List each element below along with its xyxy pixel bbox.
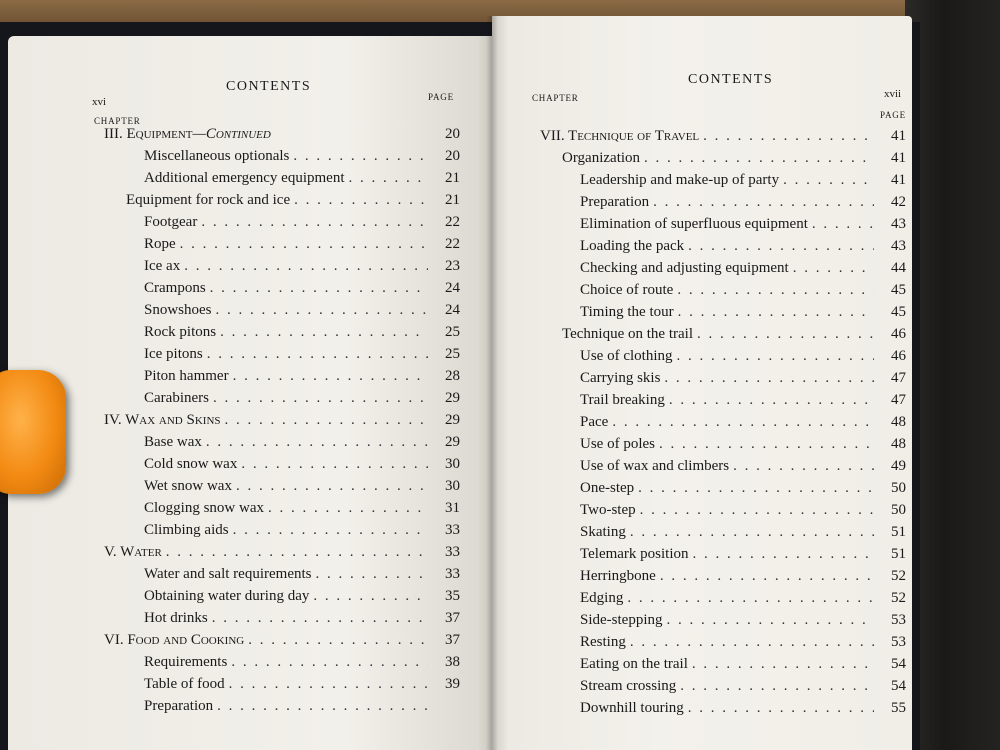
toc-entry-label: IV. Wax and Skins <box>104 412 221 428</box>
right-folio: xvii <box>884 88 902 100</box>
dot-leader <box>217 698 428 715</box>
toc-entry-label: Obtaining water during day <box>144 588 310 604</box>
toc-entry <box>540 546 906 568</box>
dot-leader <box>688 700 874 717</box>
dot-leader <box>293 148 428 165</box>
dot-leader <box>233 522 428 539</box>
toc-page-number: 37 <box>445 610 460 626</box>
dot-leader <box>677 282 874 299</box>
toc-page-number: 30 <box>445 456 460 472</box>
toc-page-number: 41 <box>891 150 906 166</box>
toc-entry-label: Snowshoes <box>144 302 212 318</box>
toc-entry <box>540 370 906 392</box>
dot-leader <box>268 500 428 517</box>
dot-leader <box>703 128 874 145</box>
toc-entry-label: Cold snow wax <box>144 456 238 472</box>
dot-leader <box>676 348 874 365</box>
toc-page-number: 49 <box>891 458 906 474</box>
dot-leader <box>349 170 428 187</box>
toc-page-number: 46 <box>891 326 906 342</box>
toc-entry-label: Elimination of superfluous equipment <box>580 216 808 232</box>
toc-page-number: 33 <box>445 566 460 582</box>
toc-entry <box>540 634 906 656</box>
toc-entry-label: Hot drinks <box>144 610 208 626</box>
toc-entry <box>540 612 906 634</box>
toc-entry <box>540 458 906 480</box>
toc-page-number: 52 <box>891 590 906 606</box>
toc-page-number: 50 <box>891 502 906 518</box>
toc-entry-label: One-step <box>580 480 635 496</box>
dot-leader <box>207 346 428 363</box>
toc-page-number: 22 <box>445 236 460 252</box>
book-gutter <box>486 16 498 750</box>
orange-clip <box>0 370 66 494</box>
toc-entry <box>540 524 906 546</box>
dot-leader <box>793 260 874 277</box>
toc-entry-label: Two-step <box>580 502 636 518</box>
toc-entry <box>104 566 460 588</box>
dot-leader <box>678 304 874 321</box>
toc-page-number: 43 <box>891 238 906 254</box>
toc-entry-label: Carabiners <box>144 390 209 406</box>
toc-entry <box>104 390 460 412</box>
toc-page-number: 45 <box>891 304 906 320</box>
toc-entry-label: VI. Food and Cooking <box>104 632 245 648</box>
toc-entry-label: Additional emergency equipment <box>144 170 345 186</box>
toc-entry-label: Side-stepping <box>580 612 663 628</box>
toc-page-number: 38 <box>445 654 460 670</box>
toc-page-number: 28 <box>445 368 460 384</box>
toc-page-number: 33 <box>445 522 460 538</box>
toc-entry <box>540 590 906 612</box>
dot-leader <box>210 280 428 297</box>
toc-entry <box>540 700 906 722</box>
toc-entry-label: Base wax <box>144 434 202 450</box>
dot-leader <box>638 480 874 497</box>
right-toc-list <box>540 128 906 722</box>
toc-entry <box>104 368 460 390</box>
toc-page-number: 29 <box>445 434 460 450</box>
toc-entry-label: Climbing aids <box>144 522 229 538</box>
toc-entry <box>540 678 906 700</box>
toc-page-number: 31 <box>445 500 460 516</box>
dot-leader <box>669 392 874 409</box>
toc-page-number: 29 <box>445 412 460 428</box>
dot-leader <box>812 216 874 233</box>
dot-leader <box>201 214 428 231</box>
dot-leader <box>220 324 428 341</box>
toc-page-number: 33 <box>445 544 460 560</box>
right-contents-title: CONTENTS <box>688 72 774 87</box>
toc-page-number: 24 <box>445 302 460 318</box>
toc-entry-label: Piton hammer <box>144 368 229 384</box>
toc-entry <box>104 610 460 632</box>
toc-page-number: 55 <box>891 700 906 716</box>
dot-leader <box>640 502 874 519</box>
toc-entry <box>540 502 906 524</box>
toc-entry <box>540 436 906 458</box>
toc-entry-label: Preparation <box>144 698 214 714</box>
toc-page-number: 29 <box>445 390 460 406</box>
toc-entry-label: Skating <box>580 524 626 540</box>
toc-entry-label: Herringbone <box>580 568 656 584</box>
toc-entry-label: Resting <box>580 634 626 650</box>
toc-entry-label: Footgear <box>144 214 198 230</box>
toc-entry <box>540 392 906 414</box>
dot-leader <box>693 546 874 563</box>
dot-leader <box>630 524 874 541</box>
toc-page-number: 20 <box>445 148 460 164</box>
toc-page-number: 50 <box>891 480 906 496</box>
toc-entry-label: Pace <box>580 414 609 430</box>
toc-entry <box>104 654 460 676</box>
toc-entry-label: Downhill touring <box>580 700 684 716</box>
toc-entry-label: Use of clothing <box>580 348 673 364</box>
toc-entry <box>540 568 906 590</box>
toc-entry-label: Use of wax and climbers <box>580 458 730 474</box>
dot-leader <box>184 258 428 275</box>
dot-leader <box>213 390 428 407</box>
toc-entry-label: Rope <box>144 236 176 252</box>
toc-entry <box>104 236 460 258</box>
toc-entry <box>104 478 460 500</box>
dot-leader <box>680 678 874 695</box>
toc-entry-label: Crampons <box>144 280 206 296</box>
toc-entry <box>540 216 906 238</box>
dot-leader <box>315 566 428 583</box>
dot-leader <box>630 634 874 651</box>
dot-leader <box>659 436 874 453</box>
toc-entry <box>104 588 460 610</box>
toc-entry-label: Carrying skis <box>580 370 661 386</box>
dot-leader <box>733 458 874 475</box>
toc-entry-label: III. Equipment <box>104 126 193 142</box>
dot-leader <box>216 302 428 319</box>
toc-page-number: 54 <box>891 678 906 694</box>
dot-leader <box>212 610 428 627</box>
dot-leader <box>697 326 874 343</box>
toc-entry-label: Organization <box>562 150 641 166</box>
toc-entry <box>104 258 460 280</box>
left-page <box>8 36 492 750</box>
left-contents-title: CONTENTS <box>226 79 312 94</box>
dot-leader <box>692 656 874 673</box>
toc-page-number: 37 <box>445 632 460 648</box>
right-page-label: PAGE <box>880 110 906 120</box>
left-toc-list <box>104 126 460 720</box>
dot-leader <box>688 238 874 255</box>
dot-leader <box>653 194 874 211</box>
toc-page-number: 47 <box>891 392 906 408</box>
toc-chapter-entry <box>104 544 460 566</box>
toc-entry-label: Miscellaneous optionals <box>144 148 290 164</box>
toc-entry-label: Choice of route <box>580 282 674 298</box>
dot-leader <box>166 544 428 561</box>
dot-leader <box>206 434 428 451</box>
toc-entry <box>540 150 906 172</box>
toc-page-number: 53 <box>891 634 906 650</box>
dot-leader <box>229 676 428 693</box>
dot-leader <box>627 590 874 607</box>
toc-entry-label: Rock pitons <box>144 324 217 340</box>
dot-leader <box>644 150 874 167</box>
dot-leader <box>236 478 428 495</box>
toc-page-number: 46 <box>891 348 906 364</box>
toc-page-number: 20 <box>445 126 460 142</box>
toc-page-number: 51 <box>891 524 906 540</box>
dot-leader <box>225 412 428 429</box>
toc-page-number: 42 <box>891 194 906 210</box>
toc-entry-label: Telemark position <box>580 546 689 562</box>
toc-entry-label: Trail breaking <box>580 392 665 408</box>
toc-entry-label: Clogging snow wax <box>144 500 264 516</box>
toc-entry-label: Use of poles <box>580 436 655 452</box>
toc-entry <box>540 414 906 436</box>
toc-entry <box>104 170 460 192</box>
toc-entry <box>104 676 460 698</box>
toc-entry-label: Loading the pack <box>580 238 685 254</box>
dot-leader <box>231 654 428 671</box>
dot-leader <box>233 368 428 385</box>
toc-page-number: 45 <box>891 282 906 298</box>
dot-leader <box>313 588 428 605</box>
toc-entry <box>540 304 906 326</box>
toc-page-number: 47 <box>891 370 906 386</box>
toc-entry <box>104 148 460 170</box>
toc-entry <box>104 192 460 214</box>
toc-page-number: 43 <box>891 216 906 232</box>
dot-leader <box>667 612 875 629</box>
toc-page-number: 44 <box>891 260 906 276</box>
toc-page-number: 41 <box>891 128 906 144</box>
toc-entry <box>104 698 460 720</box>
toc-entry <box>540 238 906 260</box>
dot-leader <box>783 172 874 189</box>
dot-leader <box>180 236 428 253</box>
toc-entry-label: Timing the tour <box>580 304 674 320</box>
toc-page-number: 54 <box>891 656 906 672</box>
toc-entry <box>540 282 906 304</box>
toc-entry-label: Water and salt requirements <box>144 566 312 582</box>
toc-page-number: 41 <box>891 172 906 188</box>
toc-entry <box>104 346 460 368</box>
toc-entry <box>104 324 460 346</box>
dot-leader <box>660 568 874 585</box>
toc-entry-label: VII. Technique of Travel <box>540 128 700 144</box>
toc-entry <box>104 522 460 544</box>
toc-entry-label: Stream crossing <box>580 678 677 694</box>
toc-page-number: 21 <box>445 170 460 186</box>
toc-entry <box>540 656 906 678</box>
toc-entry <box>540 326 906 348</box>
toc-page-number: 48 <box>891 414 906 430</box>
toc-entry <box>104 214 460 236</box>
toc-entry <box>104 302 460 324</box>
toc-page-number: 21 <box>445 192 460 208</box>
toc-entry <box>104 434 460 456</box>
toc-entry-continued: —Continued <box>192 126 271 142</box>
toc-entry <box>540 348 906 370</box>
toc-page-number: 23 <box>445 258 460 274</box>
toc-entry-label: Requirements <box>144 654 228 670</box>
dot-leader <box>664 370 874 387</box>
toc-entry <box>104 500 460 522</box>
toc-entry-label: Ice ax <box>144 258 181 274</box>
toc-page-number: 52 <box>891 568 906 584</box>
dot-leader <box>248 632 428 649</box>
toc-page-number: 48 <box>891 436 906 452</box>
toc-page-number: 39 <box>445 676 460 692</box>
toc-entry <box>540 480 906 502</box>
toc-page-number: 24 <box>445 280 460 296</box>
toc-chapter-entry <box>104 412 460 434</box>
toc-chapter-entry <box>104 632 460 654</box>
left-page-label: PAGE <box>428 92 454 102</box>
toc-page-number: 53 <box>891 612 906 628</box>
toc-entry-label: Table of food <box>144 676 225 692</box>
toc-page-number: 25 <box>445 324 460 340</box>
toc-entry <box>104 456 460 478</box>
dot-leader <box>294 192 428 209</box>
toc-entry-label: Technique on the trail <box>562 326 693 342</box>
dot-leader <box>241 456 428 473</box>
toc-entry <box>540 172 906 194</box>
toc-entry-label: V. Water <box>104 544 162 560</box>
toc-entry <box>540 194 906 216</box>
left-folio: xvi <box>92 96 107 108</box>
left-chapter-label: CHAPTER <box>94 116 141 126</box>
toc-entry <box>104 280 460 302</box>
toc-entry <box>540 260 906 282</box>
toc-chapter-entry <box>540 128 906 150</box>
toc-chapter-entry <box>104 126 460 148</box>
toc-entry-label: Eating on the trail <box>580 656 688 672</box>
toc-entry-label: Checking and adjusting equipment <box>580 260 789 276</box>
toc-entry-label: Ice pitons <box>144 346 203 362</box>
toc-entry-label: Preparation <box>580 194 650 210</box>
toc-page-number: 22 <box>445 214 460 230</box>
right-page <box>492 16 912 750</box>
toc-entry-label: Leadership and make-up of party <box>580 172 780 188</box>
toc-page-number: 35 <box>445 588 460 604</box>
right-chapter-label: CHAPTER <box>532 93 579 103</box>
toc-entry-label: Wet snow wax <box>144 478 232 494</box>
toc-page-number: 25 <box>445 346 460 362</box>
toc-entry-label: Equipment for rock and ice <box>126 192 291 208</box>
toc-entry-label: Edging <box>580 590 624 606</box>
dot-leader <box>612 414 874 431</box>
toc-page-number: 30 <box>445 478 460 494</box>
toc-page-number: 51 <box>891 546 906 562</box>
